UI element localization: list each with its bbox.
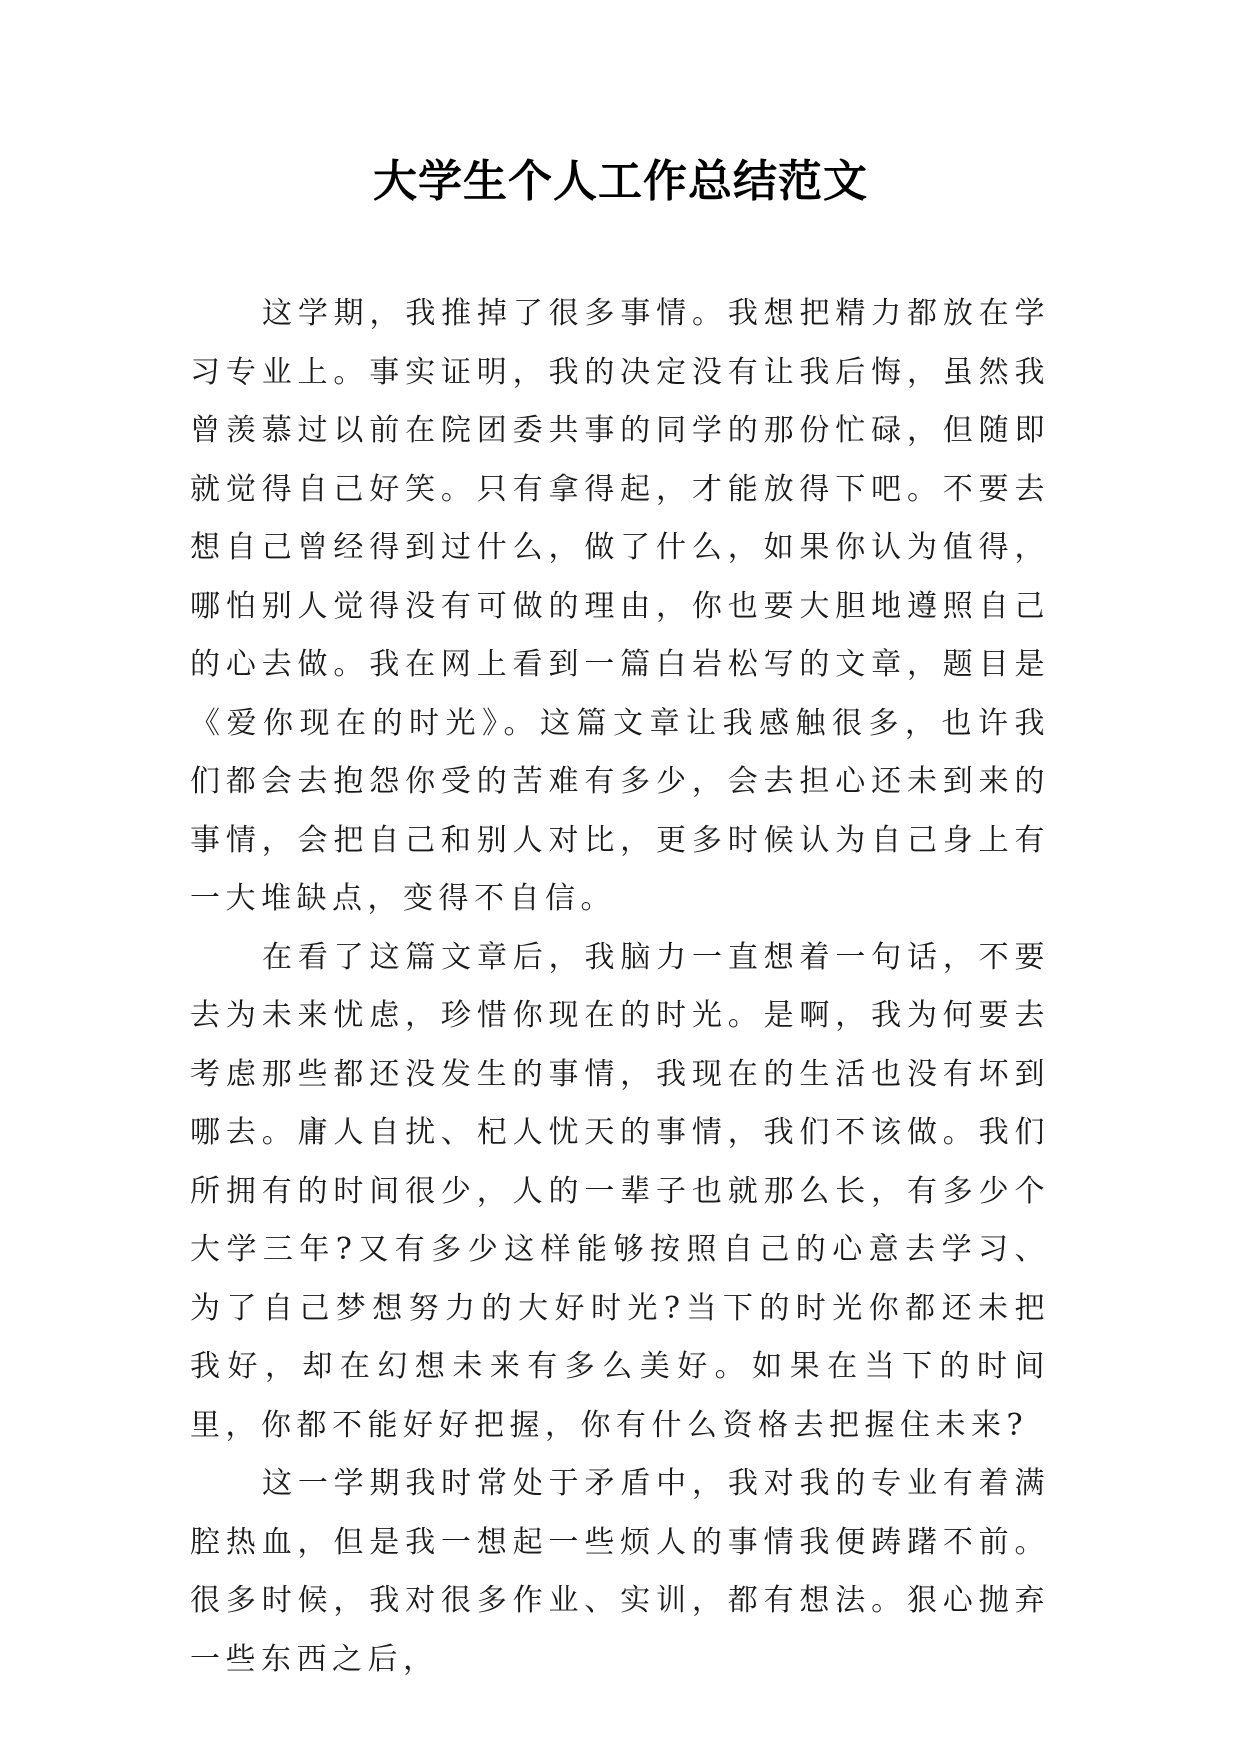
paragraph-1: 这学期，我推掉了很多事情。我想把精力都放在学习专业上。事实证明，我的决定没有让我后悔，虽然我曾羡慕过以前在院团委共事的同学的那份忙碌，但随即就觉得自己好笑。只有拿得起，才能放得下吧。不要去想自己曾经得到过什么，做了什么，如果你认为值得，哪怕别人觉得没有可做的理由，你也要大胆地遵照自己的心去做。我在网上看到一篇白岩松写的文章，题目是《爱你现在的时光》。这篇文章让我感触很多，也许我们都会去抱怨你受的苦难有多少，会去担心还未到来的事情，会把自己和别人对比，更多时候认为自己身上有一大堆缺点，变得不自信。: [190, 296, 1050, 916]
document-body: [190, 285, 1050, 1689]
document-title: 大学生个人工作总结范文: [373, 156, 868, 207]
paragraph-2: 在看了这篇文章后，我脑力一直想着一句话，不要去为未来忧虑，珍惜你现在的时光。是啊，我为何要去考虑那些都还没发生的事情，我现在的生活也没有坏到哪去。庸人自扰、杞人忧天的事情，我们不该做。我们所拥有的时间很少，人的一辈子也就那么长，有多少个大学三年?又有多少这样能够按照自己的心意去学习、为了自己梦想努力的大好时光?当下的时光你都还未把我好，却在幻想未来有多么美好。如果在当下的时间里，你都不能好好把握，你有什么资格去把握住未来?: [190, 939, 1050, 1443]
paragraph-3: 这一学期我时常处于矛盾中，我对我的专业有着满腔热血，但是我一想起一些烦人的事情我便踌躇不前。很多时候，我对很多作业、实训，都有想法。狠心抛弃一些东西之后，: [190, 1466, 1050, 1677]
